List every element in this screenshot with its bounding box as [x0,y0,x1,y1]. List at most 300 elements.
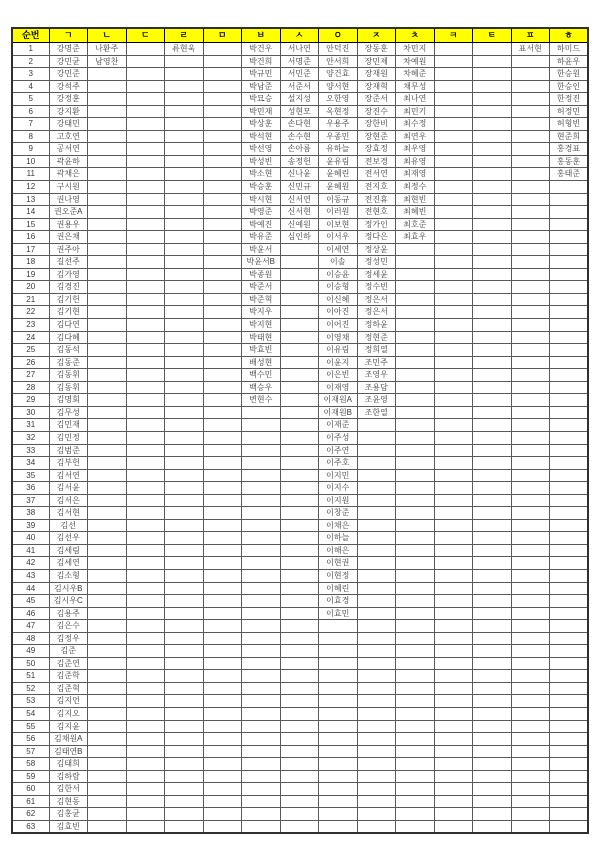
name-cell: 박예진 [242,218,281,231]
name-cell [357,607,396,620]
row-number-cell: 31 [12,419,49,432]
name-cell [473,118,512,131]
name-cell [280,306,319,319]
name-cell [473,43,512,56]
name-cell: 김시우B [49,582,88,595]
name-cell [203,695,242,708]
name-cell: 최정수 [396,181,435,194]
name-cell: 안서희 [319,55,358,68]
name-cell: 최수정 [396,118,435,131]
name-cell [319,670,358,683]
name-cell: 양건효 [319,68,358,81]
name-cell [357,645,396,658]
name-cell [550,569,589,582]
name-cell [203,319,242,332]
row-number-cell: 4 [12,80,49,93]
name-cell [242,457,281,470]
name-cell: 조민주 [357,356,396,369]
name-cell [434,256,473,269]
name-cell: 최현빈 [396,193,435,206]
name-cell: 구시원 [49,181,88,194]
name-cell: 박승훈 [242,181,281,194]
name-cell [473,582,512,595]
name-cell [242,406,281,419]
name-cell [242,733,281,746]
name-cell: 김부헌 [49,457,88,470]
name-cell [511,394,550,407]
name-cell [357,557,396,570]
name-cell [357,519,396,532]
name-cell [434,419,473,432]
name-cell [242,783,281,796]
name-cell [550,620,589,633]
name-cell: 정하윤 [357,319,396,332]
name-cell [88,381,127,394]
table-row [12,670,588,683]
name-cell [550,243,589,256]
name-cell [242,620,281,633]
table-row [12,168,588,181]
name-cell [396,582,435,595]
name-cell [511,231,550,244]
name-cell: 곽윤하 [49,155,88,168]
row-number-cell: 38 [12,507,49,520]
table-row [12,469,588,482]
name-cell: 변현수 [242,394,281,407]
name-cell [473,193,512,206]
name-cell [126,444,165,457]
name-cell [396,381,435,394]
name-cell [203,569,242,582]
name-cell [434,745,473,758]
name-cell [473,369,512,382]
name-cell [434,356,473,369]
name-cell: 이해은 [319,544,358,557]
name-cell [165,469,204,482]
name-cell: 김세림 [49,544,88,557]
name-cell [165,770,204,783]
name-cell [511,55,550,68]
name-cell [165,231,204,244]
name-cell [126,595,165,608]
name-cell: 유하늘 [319,143,358,156]
col-header-consonant: ㅋ [434,28,473,43]
name-cell [88,469,127,482]
row-number-cell: 56 [12,733,49,746]
name-cell [511,469,550,482]
name-cell [280,632,319,645]
name-cell [434,557,473,570]
name-cell: 박석현 [242,130,281,143]
name-cell: 박효빈 [242,344,281,357]
table-row [12,281,588,294]
name-cell [319,620,358,633]
name-cell [473,155,512,168]
name-cell [242,758,281,771]
name-cell: 조영우 [357,369,396,382]
name-cell [396,519,435,532]
name-cell [511,695,550,708]
name-cell: 윤혜원 [319,181,358,194]
table-row [12,532,588,545]
name-cell [126,607,165,620]
name-cell [473,682,512,695]
name-cell [203,80,242,93]
name-cell [203,268,242,281]
table-row [12,143,588,156]
name-cell [434,369,473,382]
col-header-consonant: ㄴ [88,28,127,43]
name-cell [280,645,319,658]
name-cell [357,707,396,720]
name-cell [396,569,435,582]
name-cell: 김홍균 [49,808,88,821]
table-row [12,55,588,68]
name-cell [165,243,204,256]
name-cell: 전지호 [357,181,396,194]
name-cell [88,758,127,771]
name-cell [434,582,473,595]
name-cell: 홍경표 [550,143,589,156]
name-cell [165,369,204,382]
name-cell [165,55,204,68]
name-cell [434,820,473,833]
name-cell [396,707,435,720]
name-cell [165,707,204,720]
row-number-cell: 18 [12,256,49,269]
name-cell: 김다혜 [49,331,88,344]
name-cell [550,218,589,231]
name-cell [434,532,473,545]
name-cell [473,657,512,670]
name-cell [396,293,435,306]
table-row [12,68,588,81]
name-cell: 박건희 [242,55,281,68]
table-row [12,93,588,106]
name-cell [165,482,204,495]
name-cell [511,331,550,344]
name-cell [203,607,242,620]
name-cell [319,707,358,720]
name-cell [242,494,281,507]
name-cell [319,657,358,670]
name-cell [165,394,204,407]
name-cell [88,406,127,419]
name-cell: 신민규 [280,181,319,194]
name-cell [396,281,435,294]
name-cell [165,607,204,620]
name-cell: 장재혁 [357,80,396,93]
name-cell: 성현모 [280,105,319,118]
row-number-cell: 62 [12,808,49,821]
name-cell [203,168,242,181]
name-cell [242,682,281,695]
name-cell: 신서현 [280,206,319,219]
name-cell [280,331,319,344]
name-cell [203,344,242,357]
name-cell [396,306,435,319]
name-cell [126,645,165,658]
row-number-cell: 55 [12,720,49,733]
name-cell [203,733,242,746]
name-cell [511,632,550,645]
name-cell [434,268,473,281]
name-cell [126,293,165,306]
row-number-cell: 14 [12,206,49,219]
col-header-consonant: ㄹ [165,28,204,43]
name-cell [126,193,165,206]
name-cell [280,733,319,746]
name-cell: 김태연B [49,745,88,758]
name-cell [126,231,165,244]
name-cell [396,682,435,695]
name-cell [319,795,358,808]
name-cell [165,808,204,821]
name-cell: 김지오 [49,707,88,720]
name-cell [473,243,512,256]
table-row [12,369,588,382]
name-cell [165,331,204,344]
name-cell [550,745,589,758]
name-cell [165,181,204,194]
table-row [12,268,588,281]
name-cell: 나환주 [88,43,127,56]
name-cell [434,632,473,645]
name-cell: 김기헌 [49,293,88,306]
name-cell: 박선영 [242,143,281,156]
name-cell: 장민제 [357,55,396,68]
name-cell [319,770,358,783]
name-cell [88,206,127,219]
name-cell [126,155,165,168]
name-cell [511,369,550,382]
name-cell [473,168,512,181]
table-row [12,657,588,670]
name-cell: 김서윤 [49,482,88,495]
name-cell [165,68,204,81]
name-cell [319,632,358,645]
name-cell [88,657,127,670]
row-number-cell: 49 [12,645,49,658]
name-cell [357,783,396,796]
name-cell [473,519,512,532]
name-cell [165,218,204,231]
name-cell [280,494,319,507]
name-cell [88,557,127,570]
name-cell [396,268,435,281]
name-cell [203,381,242,394]
name-cell: 김서은 [49,494,88,507]
name-cell [126,344,165,357]
name-cell: 백승우 [242,381,281,394]
name-cell [550,306,589,319]
name-cell: 이세연 [319,243,358,256]
name-cell [511,482,550,495]
name-cell [434,808,473,821]
name-cell [280,319,319,332]
name-cell [165,118,204,131]
name-cell: 이은빈 [319,369,358,382]
name-cell: 손수현 [280,130,319,143]
name-cell [511,657,550,670]
table-row [12,231,588,244]
row-number-cell: 35 [12,469,49,482]
name-cell: 이지원 [319,494,358,507]
name-cell [88,482,127,495]
name-cell: 공서연 [49,143,88,156]
name-cell: 김동휘 [49,381,88,394]
name-cell: 이하늘 [319,532,358,545]
name-cell: 박지우 [242,306,281,319]
name-cell [203,218,242,231]
name-cell: 양서현 [319,80,358,93]
name-cell [473,394,512,407]
name-cell [434,243,473,256]
name-cell [511,444,550,457]
name-cell [88,181,127,194]
name-cell [511,193,550,206]
name-cell [280,557,319,570]
table-row [12,43,588,56]
row-number-cell: 57 [12,745,49,758]
name-cell [126,218,165,231]
name-cell [396,607,435,620]
row-number-cell: 47 [12,620,49,633]
name-cell [88,670,127,683]
name-cell: 배성현 [242,356,281,369]
name-cell [165,657,204,670]
name-cell [280,682,319,695]
name-cell [88,281,127,294]
name-cell [280,444,319,457]
name-cell [126,381,165,394]
name-cell [126,319,165,332]
name-cell [473,68,512,81]
name-cell: 김효빈 [49,820,88,833]
row-number-cell: 28 [12,381,49,394]
name-cell [126,68,165,81]
name-cell [280,469,319,482]
table-row [12,381,588,394]
name-cell [396,808,435,821]
name-cell [357,795,396,808]
name-cell: 장진수 [357,105,396,118]
row-number-cell: 53 [12,695,49,708]
name-cell [473,532,512,545]
name-cell [434,118,473,131]
name-cell [126,130,165,143]
name-cell [473,331,512,344]
name-cell [165,130,204,143]
name-cell [88,607,127,620]
name-cell [203,783,242,796]
table-row [12,557,588,570]
name-cell [165,206,204,219]
table-row [12,758,588,771]
name-cell: 이채은 [319,519,358,532]
name-cell [473,670,512,683]
name-cell: 박상훈 [242,118,281,131]
name-cell [473,507,512,520]
name-cell [473,80,512,93]
name-cell [434,93,473,106]
name-cell [88,256,127,269]
name-cell [242,645,281,658]
name-cell: 서민준 [280,68,319,81]
name-cell [203,620,242,633]
name-cell [165,670,204,683]
name-cell [203,231,242,244]
name-cell [319,695,358,708]
row-number-cell: 60 [12,783,49,796]
row-number-cell: 46 [12,607,49,620]
name-cell [165,795,204,808]
name-cell [396,431,435,444]
name-cell: 정수빈 [357,281,396,294]
name-cell [126,394,165,407]
name-cell: 한승인 [550,80,589,93]
name-cell [357,820,396,833]
name-cell [396,720,435,733]
name-cell [203,770,242,783]
name-cell: 최효우 [396,231,435,244]
name-cell: 김명회 [49,394,88,407]
name-cell [434,344,473,357]
name-cell [550,193,589,206]
name-cell [88,494,127,507]
table-row [12,645,588,658]
name-cell [126,544,165,557]
row-number-cell: 37 [12,494,49,507]
name-cell [434,80,473,93]
name-cell [319,645,358,658]
table-row [12,319,588,332]
name-cell [473,820,512,833]
name-cell [165,143,204,156]
name-cell [511,783,550,796]
name-cell [319,733,358,746]
name-cell [511,507,550,520]
name-cell [88,519,127,532]
name-cell [550,519,589,532]
name-cell [396,406,435,419]
name-cell: 심인하 [280,231,319,244]
name-cell [434,645,473,658]
name-cell: 이승윤 [319,268,358,281]
name-cell [550,582,589,595]
name-cell: 홍동훈 [550,155,589,168]
name-cell [126,745,165,758]
name-cell [319,820,358,833]
name-cell: 강민준 [49,68,88,81]
name-cell [550,281,589,294]
name-cell [165,682,204,695]
name-cell [165,532,204,545]
name-cell [473,469,512,482]
name-cell [511,808,550,821]
name-cell [434,620,473,633]
name-cell [203,645,242,658]
name-cell [434,519,473,532]
name-cell [126,369,165,382]
name-cell: 박윤서 [242,243,281,256]
name-cell [88,795,127,808]
name-cell [550,707,589,720]
name-cell [280,820,319,833]
name-cell [165,582,204,595]
name-cell [434,795,473,808]
name-cell [396,494,435,507]
